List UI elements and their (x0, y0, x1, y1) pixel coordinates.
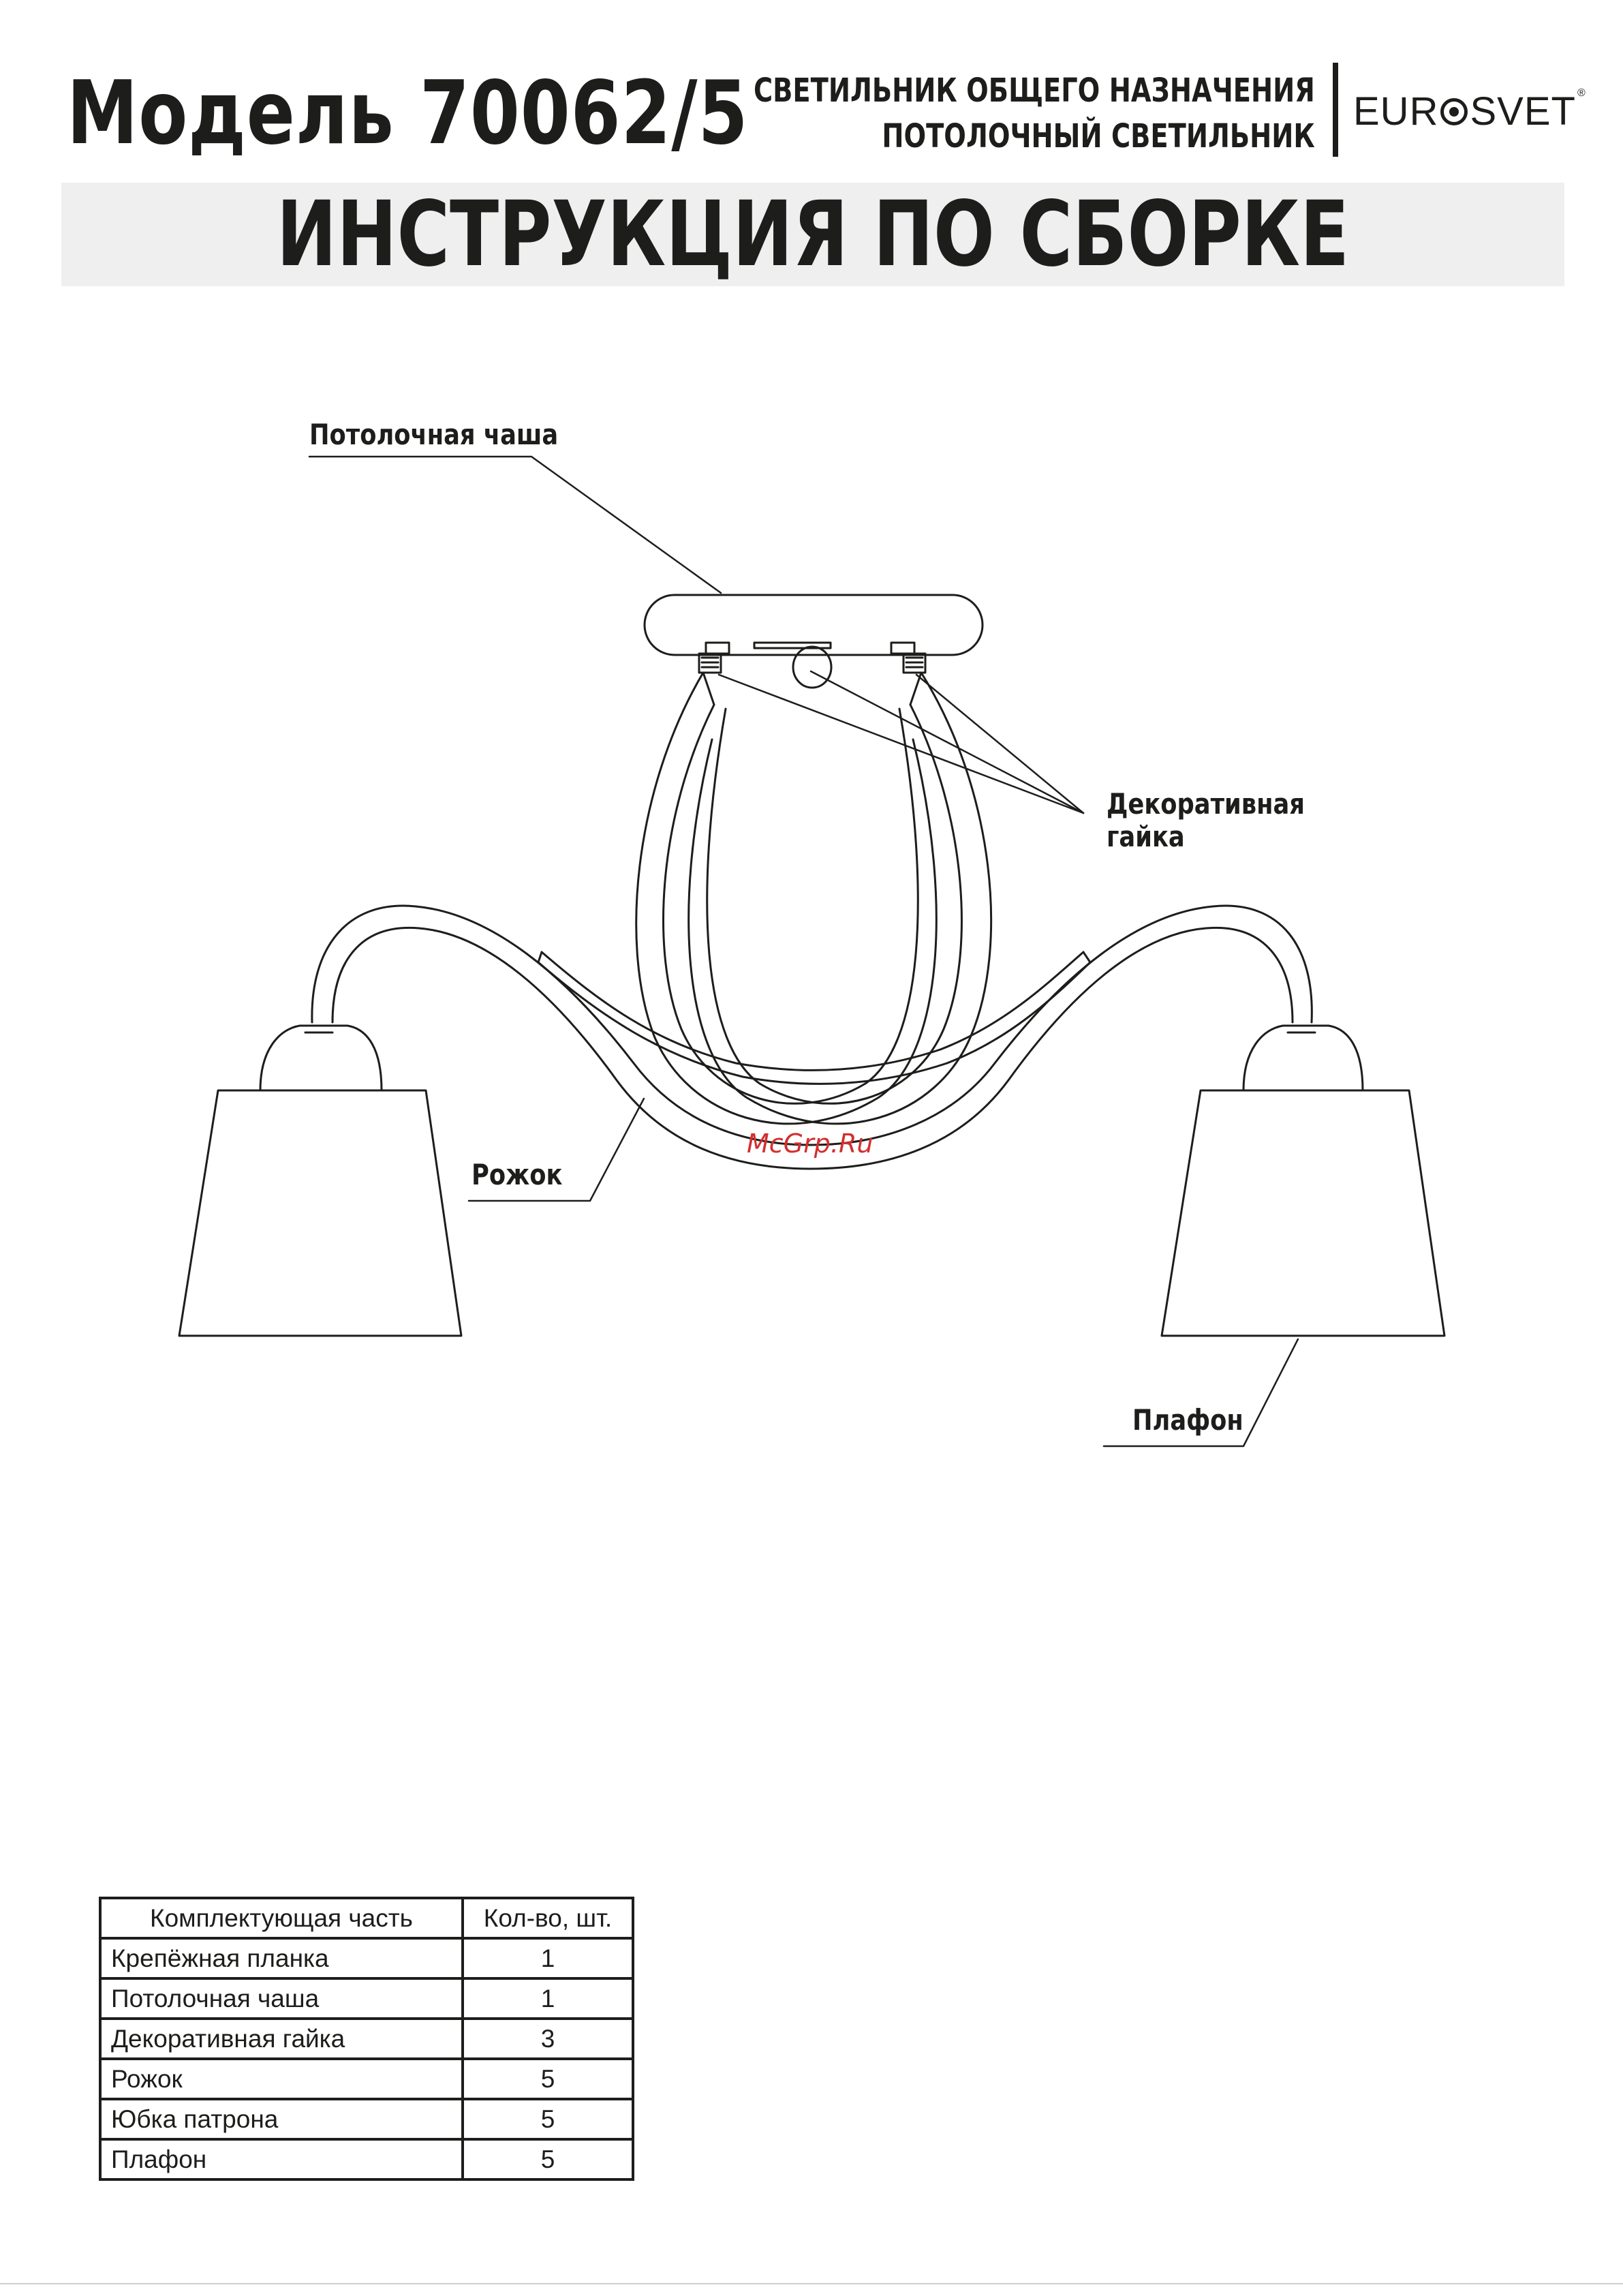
table-row (100, 2139, 633, 2179)
leader-lines (309, 457, 1298, 1446)
header-part: Комплектующая часть (100, 1898, 463, 1938)
part-qty: 5 (463, 2139, 633, 2179)
label-decorative-nut-line-2: гайка (1107, 820, 1185, 853)
table-row (100, 2019, 633, 2059)
part-qty: 5 (463, 2059, 633, 2099)
table-header-row (100, 1898, 633, 1938)
model-title: Модель 70062/5 (67, 63, 749, 164)
parts-table (99, 1897, 634, 2181)
product-type-line-1: СВЕТИЛЬНИК ОБЩЕГО НАЗНАЧЕНИЯ (754, 72, 1315, 110)
central-arm-loops (636, 673, 991, 1124)
part-qty: 1 (463, 1978, 633, 2019)
ceiling-cup-drawing (645, 595, 983, 688)
header-qty: Кол-во, шт. (463, 1898, 633, 1938)
right-lamp-drawing (1162, 1026, 1444, 1336)
part-name: Рожок (100, 2059, 463, 2099)
part-name: Декоративная гайка (100, 2019, 463, 2059)
table-row (100, 1978, 633, 2019)
part-name: Плафон (100, 2139, 463, 2179)
product-type-line-2: ПОТОЛОЧНЫЙ СВЕТИЛЬНИК (882, 117, 1315, 155)
registered-mark: ® (1577, 87, 1586, 99)
label-shade: Плафон (1132, 1403, 1243, 1437)
part-qty: 1 (463, 1938, 633, 1978)
part-name: Юбка патрона (100, 2099, 463, 2139)
watermark: McGrp.Ru (747, 1129, 874, 1159)
part-qty: 3 (463, 2019, 633, 2059)
part-name: Потолочная чаша (100, 1978, 463, 2019)
left-lamp-drawing (179, 1026, 461, 1336)
table-row (100, 2099, 633, 2139)
table-row (100, 2059, 633, 2099)
banner-title: ИНСТРУКЦИЯ ПО СБОРКЕ (276, 182, 1350, 287)
table-row (100, 1938, 633, 1978)
label-decorative-nut-line-1: Декоративная (1107, 787, 1305, 821)
logo-text-left: EUR (1353, 89, 1439, 134)
page-bottom-rule (0, 2283, 1623, 2284)
label-ceiling-cup: Потолочная чаша (309, 418, 559, 451)
label-decorative-nut (1107, 788, 1305, 853)
part-qty: 5 (463, 2099, 633, 2139)
part-name: Крепёжная планка (100, 1938, 463, 1978)
label-arm: Рожок (472, 1158, 563, 1191)
logo-text-right: SVET (1470, 89, 1576, 134)
